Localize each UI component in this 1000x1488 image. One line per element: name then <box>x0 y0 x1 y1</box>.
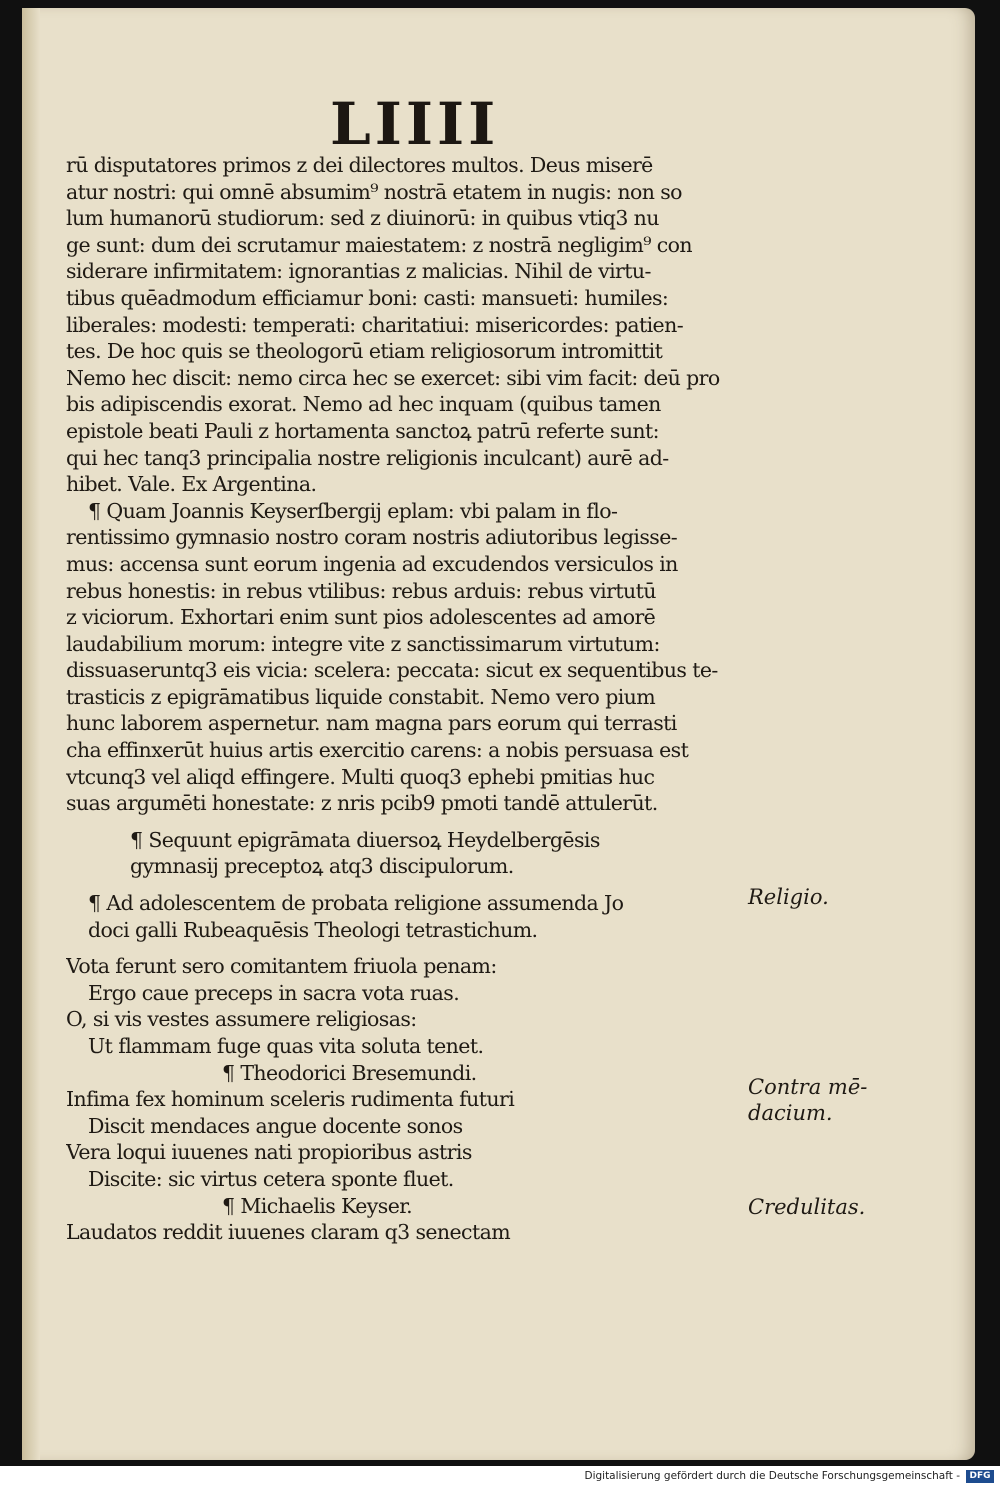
verse-line: Discit mendaces angue docente sonos <box>88 1113 463 1138</box>
funding-credit: Digitalisierung gefördert durch die Deutsche Forschungsgemeinschaft - <box>584 1470 960 1482</box>
text-line: vtcunq3 vel aliqd effingere. Multi quoq3 ephebi pmitias huc <box>66 764 655 789</box>
text-line: siderare infirmitatem: ignorantias z malicias. Nihil de virtu- <box>66 259 651 284</box>
text-line: qui hec tanq3 principalia nostre religionis inculcant) aurē ad- <box>66 445 669 470</box>
text-line: laudabilium morum: integre vite z sanctissimarum virtutum: <box>66 631 660 656</box>
marginal-note-religio: Religio. <box>748 885 829 909</box>
text-line: rū disputatores primos z dei dilectores multos. Deus miserē <box>66 153 653 177</box>
marginal-note-contra-cont: dacium. <box>748 1101 833 1125</box>
section-heading: ¶ Sequunt epigrāmata diuersoꝝ Heydelbergēsis <box>130 827 600 852</box>
text-line: liberales: modesti: temperati: charitatiui: misericordes: patien- <box>66 312 684 337</box>
text-line: ge sunt: dum dei scrutamur maiestatem: z nostrā negligim⁹ con <box>66 232 692 257</box>
section-heading: gymnasij preceptoꝝ atq3 discipulorum. <box>130 854 514 879</box>
poem-heading: doci galli Rubeaquēsis Theologi tetrastichum. <box>88 917 538 942</box>
text-line: hibet. Vale. Ex Argentina. <box>66 472 317 497</box>
dfg-logo: DFG <box>966 1470 994 1483</box>
text-line: z viciorum. Exhortari enim sunt pios adolescentes ad amorē <box>66 605 656 630</box>
text-line: lum humanorū studiorum: sed z diuinorū: in quibus vtiq3 nu <box>66 206 659 231</box>
text-line: mus: accensa sunt eorum ingenia ad excudendos versiculos in <box>66 551 678 576</box>
text-line: trasticis z epigrāmatibus liquide constabit. Nemo vero pium <box>66 684 656 709</box>
verse-line: Discite: sic virtus cetera sponte fluet. <box>88 1166 454 1191</box>
text-line: Nemo hec discit: nemo circa hec se exercet: sibi vim facit: deū pro <box>66 365 720 390</box>
text-line: hunc laborem aspernetur. nam magna pars eorum qui terrasti <box>66 711 677 736</box>
text-line: dissuaseruntq3 eis vicia: scelera: peccata: sicut ex sequentibus te- <box>66 658 718 683</box>
footer-bar <box>0 1466 1000 1488</box>
poem-author: ¶ Michaelis Keyser. <box>222 1193 413 1218</box>
verse-line: Infima fex hominum sceleris rudimenta futuri <box>66 1087 515 1112</box>
spacer <box>66 943 746 953</box>
poem-heading: ¶ Ad adolescentem de probata religione assumenda Jo <box>88 891 624 916</box>
verse-line: Vera loqui iuuenes nati propioribus astris <box>66 1140 472 1165</box>
marginal-note-contra: Contra mē- <box>748 1075 868 1099</box>
verse-line: Ut flammam fuge quas vita soluta tenet. <box>88 1034 484 1058</box>
poem-author: ¶ Theodorici Bresemundi. <box>222 1060 477 1085</box>
folio-number: LIIII <box>330 90 500 158</box>
text-line: suas argumēti honestate: z nris pcib9 pmoti tandē attulerūt. <box>66 791 658 816</box>
spacer <box>66 880 746 890</box>
verse-line: O, si vis vestes assumere religiosas: <box>66 1007 417 1032</box>
text-line: rentissimo gymnasio nostro coram nostris adiutoribus legisse- <box>66 525 678 550</box>
verse-line: Laudatos reddit iuuenes claram q3 senectam <box>66 1220 511 1245</box>
text-line: atur nostri: qui omnē absumim⁹ nostrā etatem in nugis: non so <box>66 179 682 204</box>
text-line: bis adipiscendis exorat. Nemo ad hec inquam (quibus tamen <box>66 392 661 417</box>
text-line: ¶ Quam Joannis Keyserſbergij eplam: vbi palam in flo- <box>88 498 618 523</box>
text-line: rebus honestis: in rebus vtilibus: rebus arduis: rebus virtutū <box>66 578 656 603</box>
page-text <box>66 152 746 1246</box>
text-line: cha effinxerūt huius artis exercitio carens: a nobis persuasa est <box>66 738 689 763</box>
spacer <box>66 817 746 827</box>
marginal-note-credulitas: Credulitas. <box>748 1195 866 1219</box>
text-line: epistole beati Pauli z hortamenta sanctoꝝ patrū referte sunt: <box>66 418 659 443</box>
verse-line: Ergo caue preceps in sacra vota ruas. <box>88 980 460 1005</box>
text-line: tes. De hoc quis se theologorū etiam religiosorum intromittit <box>66 339 663 364</box>
text-line: tibus quēadmodum efficiamur boni: casti: mansueti: humiles: <box>66 285 669 310</box>
page-gutter <box>22 8 40 1460</box>
verse-line: Vota ferunt sero comitantem friuola penam: <box>66 954 497 979</box>
